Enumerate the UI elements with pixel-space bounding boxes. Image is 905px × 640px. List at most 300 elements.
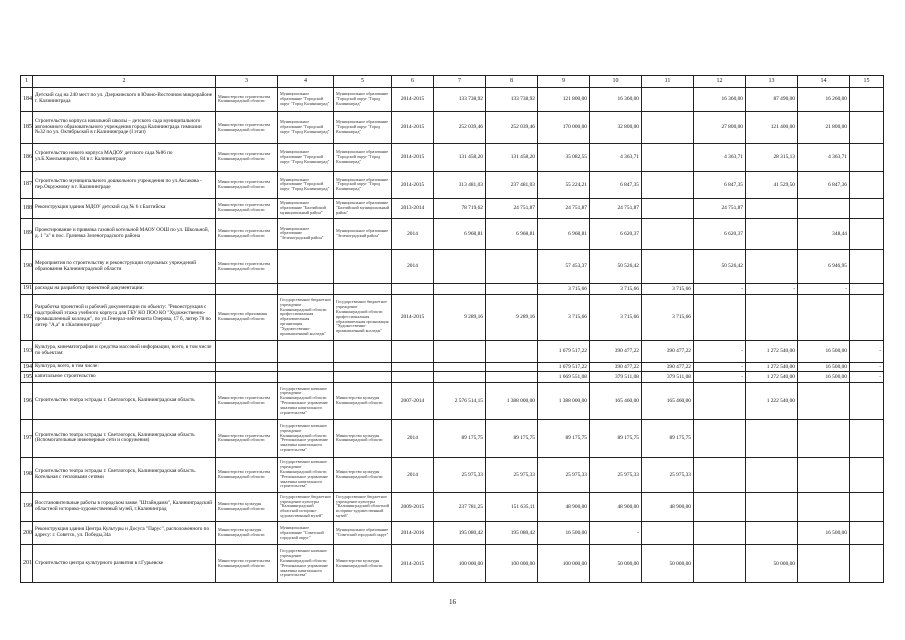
table-cell: 89 175,75 [642, 420, 694, 457]
item-name-cell: Реконструкция здания Центра Культуры и Досуга "Парус", расположенного по адресу: г. Советск, ул. Победы,34а [33, 522, 216, 545]
table-cell: 237 781,25 [434, 492, 486, 521]
table-cell [850, 250, 884, 284]
table-cell: 28 315,13 [746, 143, 798, 171]
header-cell: 12 [694, 76, 746, 88]
item-name-cell: Строительство муниципального дошкольного учреждения по ул.Аксакова - пер.Окружному в г. Калининграде [33, 171, 216, 198]
table-cell: 2014-2016 [392, 522, 434, 545]
table-cell: 35 082,55 [538, 143, 590, 171]
table-cell [798, 420, 850, 457]
table-cell: - [798, 284, 850, 295]
table-cell: 252 039,46 [434, 112, 486, 144]
item-name-cell: Строительство театра эстрады г. Светлогорск, Калининградская область [33, 382, 216, 419]
table-cell: 89 175,75 [434, 420, 486, 457]
table-cell: 1 272 540,00 [746, 372, 798, 383]
table-cell [642, 87, 694, 112]
table-cell: Министерство культуры Калининградской области [334, 420, 392, 457]
row-number-cell: 188 [21, 198, 33, 218]
table-cell: 16 360,00 [590, 87, 642, 112]
row-number-cell: 189 [21, 218, 33, 250]
table-cell: - [694, 372, 746, 383]
table-row [21, 363, 884, 372]
table-cell [334, 363, 392, 372]
table-cell [392, 284, 434, 295]
table-cell: Муниципальное образование "Городской округ "Город Калининград" [278, 171, 334, 198]
table-cell: 9 289,16 [486, 294, 538, 340]
table-cell: 89 175,75 [538, 420, 590, 457]
table-cell: 3 715,66 [642, 284, 694, 295]
table-cell: 3 715,66 [590, 294, 642, 340]
table-cell: Муниципальное образование "Городской округ "Город Калининград" [278, 112, 334, 144]
table-cell [278, 363, 334, 372]
table-cell: Муниципальное образование "Городской округ "Город Калининград" [334, 171, 392, 198]
header-cell: 6 [392, 76, 434, 88]
header-cell: 8 [486, 76, 538, 88]
item-name-cell: Разработка проектной и рабочей документации по объекту: "Реконструкция с надстройкой этажа учебного корпуса для ГБУ КО ПОО КО "Художественно-промышленный колледж", по ул.Генерал-лейтенанта Озерова, 17 б, литер 78 по литер "А,а" в г.Калининграде" [33, 294, 216, 340]
table-cell [798, 545, 850, 583]
row-number-cell: 190 [21, 250, 33, 284]
table-cell: - [694, 284, 746, 295]
table-row [21, 382, 884, 419]
table-cell [746, 492, 798, 521]
table-cell: 50 526,42 [694, 250, 746, 284]
row-number-cell: 191 [21, 284, 33, 295]
page-number: 16 [449, 598, 456, 606]
table-cell: 16 500,00 [798, 522, 850, 545]
table-cell [798, 492, 850, 521]
table-cell: - [850, 372, 884, 383]
table-cell: 6 968,81 [486, 218, 538, 250]
table-cell: 1 679 517,22 [538, 363, 590, 372]
table-cell [694, 522, 746, 545]
table-cell: Государственное казенное учреждение Калининградской области "Региональное управление заказчика капитального строительства" [278, 457, 334, 492]
item-name-cell: Мероприятия по строительству и реконструкции отдельных учреждений образования Калининградской области [33, 250, 216, 284]
table-cell: Муниципальное образование "Городской округ "Город Калининград" [334, 143, 392, 171]
table-cell: 2014-2015 [392, 112, 434, 144]
table-cell [434, 340, 486, 362]
row-number-cell: 199 [21, 492, 33, 521]
table-cell: 131 458,20 [486, 143, 538, 171]
table-cell: 133 738,92 [434, 87, 486, 112]
table-cell: 2014-2015 [392, 545, 434, 583]
table-cell: 170 000,00 [538, 112, 590, 144]
table-cell: 195 080,42 [486, 522, 538, 545]
table-row [21, 294, 884, 340]
table-cell: 6 847,36 [798, 171, 850, 198]
table-cell: Министерство строительства Калининградской области [216, 112, 278, 144]
table-cell: 25 975,33 [590, 457, 642, 492]
row-number-cell: 198 [21, 457, 33, 492]
table-cell: Министерство строительства Калининградской области [216, 545, 278, 583]
row-number-cell: 186 [21, 143, 33, 171]
table-cell: Государственное казенное учреждение Калининградской области "Региональное управление заказчика капитального строительства" [278, 545, 334, 583]
table-cell: Министерство строительства Калининградской области [216, 218, 278, 250]
table-cell: 100 000,00 [486, 545, 538, 583]
table-cell: 6 968,81 [538, 218, 590, 250]
table-cell [850, 382, 884, 419]
table-cell [392, 340, 434, 362]
table-row [21, 457, 884, 492]
table-cell [850, 294, 884, 340]
table-cell: 133 738,92 [486, 87, 538, 112]
table-cell: 24 751,87 [590, 198, 642, 218]
table-cell: 165 460,00 [590, 382, 642, 419]
table-cell [278, 372, 334, 383]
header-cell: 10 [590, 76, 642, 88]
table-cell [850, 143, 884, 171]
item-name-cell: Детский сад на 240 мест по ул. Дзержинского в Южно-Восточном микрорайоне г. Калининграда [33, 87, 216, 112]
table-cell: Муниципальное образование "Городской округ "Город Калининград" [278, 87, 334, 112]
table-row [21, 198, 884, 218]
table-cell: Муниципальное образование "Городской округ "Город Калининград" [278, 143, 334, 171]
header-cell: 5 [334, 76, 392, 88]
table-cell [798, 198, 850, 218]
header-cell: 13 [746, 76, 798, 88]
table-row [21, 492, 884, 521]
table-row [21, 87, 884, 112]
table-cell: Министерство культуры Калининградской области [334, 457, 392, 492]
table-cell [850, 522, 884, 545]
table-cell: Министерство строительства Калининградской области [216, 420, 278, 457]
table-cell: 2009-2015 [392, 492, 434, 521]
row-number-cell: 201 [21, 545, 33, 583]
table-cell: Министерство культуры Калининградской области [334, 545, 392, 583]
table-row [21, 171, 884, 198]
header-cell: 15 [850, 76, 884, 88]
table-cell: 390 477,22 [590, 363, 642, 372]
table-cell: 1 222 540,00 [746, 382, 798, 419]
table-cell [694, 457, 746, 492]
item-name-cell: Строительство корпуса начальной школы – детского сада муниципального автономного образовательного учреждения города Калининграда гимназии №32 по ул. Октябрьской в г.Калининграде (I этап) [33, 112, 216, 144]
table-cell: 41 529,50 [746, 171, 798, 198]
table-cell: 6 620,37 [590, 218, 642, 250]
table-cell [746, 218, 798, 250]
table-cell [642, 218, 694, 250]
table-cell: 16 260,00 [798, 87, 850, 112]
table-cell: 2014-2015 [392, 294, 434, 340]
table-cell: Государственное бюджетное учреждение культуры "Калининградский областной историко-художественный музей" [334, 492, 392, 521]
table-cell: Министерство строительства Калининградской области [216, 198, 278, 218]
table-cell: Государственное бюджетное учреждение культуры "Калининградский областной историко-художественный музей" [278, 492, 334, 521]
table-cell [642, 171, 694, 198]
table-cell: 165 460,00 [642, 382, 694, 419]
table-cell: 48 900,00 [590, 492, 642, 521]
table-cell: 1 272 540,00 [746, 363, 798, 372]
table-cell: 9 289,16 [434, 294, 486, 340]
table-cell [278, 284, 334, 295]
table-cell [746, 420, 798, 457]
header-cell: 3 [216, 76, 278, 88]
table-cell [746, 294, 798, 340]
table-cell [746, 522, 798, 545]
table-cell: 3 715,66 [538, 284, 590, 295]
row-number-cell: 192 [21, 294, 33, 340]
table-cell: Государственное бюджетное учреждение Калининградской области профессиональная образовательная организация "Художественно-промышленный колледж" [334, 294, 392, 340]
table-cell [216, 284, 278, 295]
table-cell [850, 545, 884, 583]
table-cell [798, 294, 850, 340]
table-cell: 121 400,00 [746, 112, 798, 144]
table-cell [642, 112, 694, 144]
table-row [21, 112, 884, 144]
table-cell: 55 224,21 [538, 171, 590, 198]
table-cell [694, 382, 746, 419]
header-cell: 7 [434, 76, 486, 88]
table-cell: 2014 [392, 420, 434, 457]
table-cell: 6 946,95 [798, 250, 850, 284]
table-cell: 131 458,20 [434, 143, 486, 171]
item-name-cell: Строительство театра эстрады г. Светлогорск, Калининградская область (Вспомогательные инженерные сети и сооружения) [33, 420, 216, 457]
table-cell [486, 340, 538, 362]
table-cell: - [746, 284, 798, 295]
table-cell: Министерство строительства Калининградской области [216, 250, 278, 284]
table-cell: Министерство строительства Калининградской области [216, 171, 278, 198]
table-cell [216, 372, 278, 383]
table-cell: Министерство строительства Калининградской области [216, 87, 278, 112]
table-cell: 24 751,87 [694, 198, 746, 218]
table-cell [850, 171, 884, 198]
table-cell: 6 968,81 [434, 218, 486, 250]
table-cell [642, 522, 694, 545]
table-cell: Министерство строительства Калининградской области [216, 457, 278, 492]
table-cell: 6 847,35 [694, 171, 746, 198]
table-row [21, 372, 884, 383]
table-cell [642, 198, 694, 218]
item-name-cell: Реконструкция здания МДОУ детский сад № 6 г.Балтийска [33, 198, 216, 218]
table-cell [216, 363, 278, 372]
table-cell: 1 388 000,00 [486, 382, 538, 419]
table-row [21, 340, 884, 362]
item-name-cell: Проектирование и привязка газовой котельной МАОУ ООШ по ул. Школьной, д. 1 "а" в пос. Грачевка Зеленоградского района [33, 218, 216, 250]
table-cell [850, 457, 884, 492]
header-cell: 11 [642, 76, 694, 88]
table-cell: 252 039,46 [486, 112, 538, 144]
table-cell: 2014 [392, 218, 434, 250]
table-cell: 121 800,00 [538, 87, 590, 112]
item-name-cell: Культура, всего, в том числе: [33, 363, 216, 372]
table-cell [746, 457, 798, 492]
table-cell: - [850, 340, 884, 362]
table-cell: 100 000,00 [434, 545, 486, 583]
row-number-cell: 184 [21, 87, 33, 112]
table-cell [392, 363, 434, 372]
table-cell: 27 800,00 [694, 112, 746, 144]
table-cell: Министерство образования Калининградской области [216, 294, 278, 340]
table-cell: 48 900,00 [538, 492, 590, 521]
table-cell: 1 388 000,00 [538, 382, 590, 419]
table-cell [694, 420, 746, 457]
table-cell [642, 250, 694, 284]
table-cell: 89 175,75 [590, 420, 642, 457]
table-cell: Муниципальное образование "Балтийский муниципальный район" [278, 198, 334, 218]
table-cell: 6 847,35 [590, 171, 642, 198]
item-name-cell: Культура, кинематография и средства массовой информации, всего, в том числе по объектам: [33, 340, 216, 362]
table-cell: 16 360,00 [694, 87, 746, 112]
header-cell: 4 [278, 76, 334, 88]
table-cell: 16 500,00 [538, 522, 590, 545]
row-number-cell: 194 [21, 363, 33, 372]
table-cell: 237 481,03 [486, 171, 538, 198]
table-row [21, 218, 884, 250]
table-cell: Муниципальное образование "Городской округ "Город Калининград" [334, 112, 392, 144]
table-cell: Муниципальное образование "Зеленоградский район" [334, 218, 392, 250]
table-cell: 4 363,71 [694, 143, 746, 171]
table-cell: 32 800,00 [590, 112, 642, 144]
table-cell: 2 576 514,15 [434, 382, 486, 419]
table-cell [434, 250, 486, 284]
table-cell: Министерство строительства Калининградской области [216, 382, 278, 419]
table-cell: 2013-2014 [392, 198, 434, 218]
table-cell [850, 112, 884, 144]
table-cell: 48 900,00 [642, 492, 694, 521]
table-row [21, 522, 884, 545]
table-cell: 50 000,00 [590, 545, 642, 583]
table-cell: 4 363,71 [798, 143, 850, 171]
table-cell: Министерство культуры Калининградской области [216, 492, 278, 521]
row-number-cell: 187 [21, 171, 33, 198]
table-cell: 2014-2015 [392, 171, 434, 198]
table-cell [278, 340, 334, 362]
table-cell [334, 372, 392, 383]
table-row [21, 143, 884, 171]
table-cell: 16 500,00 [798, 340, 850, 362]
table-cell [642, 143, 694, 171]
table-cell: 3 715,66 [538, 294, 590, 340]
table-cell: 57 453,37 [538, 250, 590, 284]
table-cell: Государственное бюджетное учреждение Калининградской области профессиональная образовательная организация "Художественно-промышленный колледж" [278, 294, 334, 340]
table-cell: Министерство строительства Калининградской области [216, 143, 278, 171]
table-cell: 24 751,87 [486, 198, 538, 218]
table-cell: 2014-2015 [392, 143, 434, 171]
header-row [21, 76, 884, 88]
table-cell: 78 719,62 [434, 198, 486, 218]
table-cell [850, 218, 884, 250]
table-cell: 1 679 517,22 [538, 340, 590, 362]
header-cell: 1 [21, 76, 33, 88]
table-cell: 25 975,33 [434, 457, 486, 492]
table-cell: 379 511,08 [590, 372, 642, 383]
table-cell: 4 363,71 [590, 143, 642, 171]
table-cell: 16 500,00 [798, 372, 850, 383]
table-cell: Государственное казенное учреждение Калининградской области "Региональное управление заказчика капитального строительства" [278, 420, 334, 457]
table-cell: 313 481,03 [434, 171, 486, 198]
header-cell: 14 [798, 76, 850, 88]
table-cell: 50 000,00 [642, 545, 694, 583]
table-cell: 390 477,22 [590, 340, 642, 362]
table-cell [392, 372, 434, 383]
table-cell [278, 250, 334, 284]
table-cell [434, 372, 486, 383]
table-cell [334, 340, 392, 362]
table-cell [798, 382, 850, 419]
table-cell: 390 477,22 [642, 363, 694, 372]
item-name-cell: расходы на разработку проектной документации: [33, 284, 216, 295]
table-cell: 1 669 551,08 [538, 372, 590, 383]
table-cell: 151 635,11 [486, 492, 538, 521]
row-number-cell: 185 [21, 112, 33, 144]
header-cell: 9 [538, 76, 590, 88]
table-cell: 390 477,22 [642, 340, 694, 362]
item-name-cell: капитальное строительство [33, 372, 216, 383]
table-cell [486, 372, 538, 383]
table-cell [798, 457, 850, 492]
table-cell: 2014-2015 [392, 87, 434, 112]
table-cell [746, 250, 798, 284]
table-cell [694, 294, 746, 340]
table-cell [486, 284, 538, 295]
row-number-cell: 195 [21, 372, 33, 383]
table-cell [486, 363, 538, 372]
table-row [21, 284, 884, 295]
item-name-cell: Восстановительные работы в городском замке "Штайндамм", Калининградский областной историко-художественный музей, г.Калининград [33, 492, 216, 521]
item-name-cell: Строительство театра эстрады г. Светлогорск, Калининградская область. Котельная с тепловыми сетями [33, 457, 216, 492]
table-cell: 100 000,00 [538, 545, 590, 583]
row-number-cell: 193 [21, 340, 33, 362]
table-cell: 25 975,33 [538, 457, 590, 492]
table-cell: Муниципальное образование "Балтийский муниципальный район" [334, 198, 392, 218]
table-cell: 195 080,42 [434, 522, 486, 545]
table-cell [486, 250, 538, 284]
table-cell [434, 363, 486, 372]
table-cell: Министерство культуры Калининградской области [216, 522, 278, 545]
table-row [21, 545, 884, 583]
table-cell: 24 751,87 [538, 198, 590, 218]
table-cell [434, 284, 486, 295]
budget-table [20, 75, 884, 583]
table-cell [850, 87, 884, 112]
table-cell: 25 975,33 [642, 457, 694, 492]
table-cell: Муниципальное образование "Советский городской округ" [278, 522, 334, 545]
table-cell: 50 000,00 [746, 545, 798, 583]
table-cell: Муниципальное образование "Городской округ "Город Калининград" [334, 87, 392, 112]
table-cell [334, 250, 392, 284]
item-name-cell: Строительство нового корпуса МАДОУ детского сада №86 по ул.Б.Хмельницкого, 84 в г. Калининграде [33, 143, 216, 171]
table-cell: Государственное казенное учреждение Калининградской области "Региональное управление заказчика капитального строительства" [278, 382, 334, 419]
table-cell: 25 975,33 [486, 457, 538, 492]
table-cell [334, 284, 392, 295]
table-cell: - [694, 363, 746, 372]
table-cell [850, 284, 884, 295]
table-cell: 87 490,00 [746, 87, 798, 112]
row-number-cell: 196 [21, 382, 33, 419]
table-cell: 1 272 540,00 [746, 340, 798, 362]
table-cell: Муниципальное образование "Советский городской округ" [334, 522, 392, 545]
table-cell: 89 175,75 [486, 420, 538, 457]
table-cell: Министерство культуры Калининградской области [334, 382, 392, 419]
table-cell: 21 800,00 [798, 112, 850, 144]
table-cell [850, 420, 884, 457]
table-cell: 3 715,66 [590, 284, 642, 295]
table-cell [216, 340, 278, 362]
table-cell [694, 492, 746, 521]
table-cell: 348,44 [798, 218, 850, 250]
table-row [21, 420, 884, 457]
table-cell: 50 526,42 [590, 250, 642, 284]
table-cell: 2014 [392, 250, 434, 284]
table-cell [850, 198, 884, 218]
table-cell: 3 715,66 [642, 294, 694, 340]
table-cell: 379 511,08 [642, 372, 694, 383]
row-number-cell: 197 [21, 420, 33, 457]
header-cell: 2 [33, 76, 216, 88]
table-cell: - [850, 363, 884, 372]
table-row [21, 250, 884, 284]
table-cell [850, 492, 884, 521]
table-cell: - [590, 522, 642, 545]
table-cell [746, 198, 798, 218]
table-cell: - [694, 340, 746, 362]
table-cell: 6 620,37 [694, 218, 746, 250]
row-number-cell: 200 [21, 522, 33, 545]
